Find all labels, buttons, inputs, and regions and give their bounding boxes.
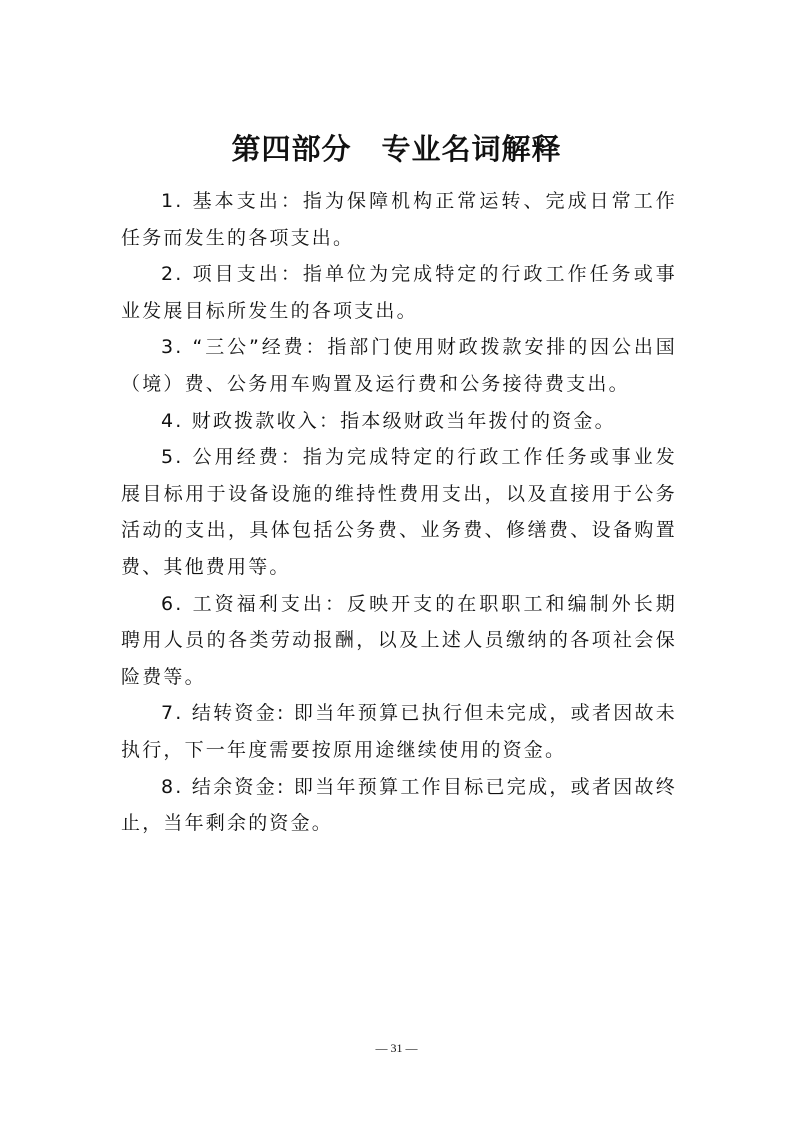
glossary-item-carryover-funds (121, 695, 677, 768)
glossary-definition: 指本级财政当年拨付的资金。 (340, 409, 616, 432)
glossary-list (121, 183, 677, 842)
glossary-item-fiscal-appropriation-income (121, 403, 677, 440)
glossary-item-three-public-expenses (121, 329, 677, 402)
glossary-item-surplus-funds (121, 769, 677, 842)
glossary-item-wage-welfare-expenditure (121, 586, 677, 696)
glossary-term: 7. 结转资金: (161, 702, 286, 725)
page-title: 第四部分 专业名词解释 (231, 132, 562, 166)
glossary-definition: 即当年预算已执行但未完成，或者因故未执行，下一年度需要按原用途继续使用的资金。 (121, 702, 678, 761)
glossary-term: 1. 基本支出： (161, 190, 303, 212)
glossary-term: 5. 公用经费： (161, 446, 303, 469)
glossary-item-public-funds (121, 439, 677, 585)
page-number: — 31 — (375, 1041, 418, 1055)
glossary-definition: 指部门使用财政拨款安排的因公出国（境）费、公务用车购置及运行费和公务接待费支出。 (121, 336, 678, 395)
glossary-item-project-expenditure (121, 256, 677, 329)
glossary-definition: 指单位为完成特定的行政工作任务或事业发展目标所发生的各项支出。 (121, 263, 677, 322)
glossary-term: 8. 结余资金: (161, 775, 286, 798)
glossary-definition: 即当年预算工作目标已完成，或者因故终止，当年剩余的资金。 (121, 775, 678, 835)
glossary-item-basic-expenditure (121, 183, 677, 256)
glossary-term: 3. “三公”经费： (161, 336, 328, 359)
glossary-term: 4. 财政拨款收入： (161, 409, 341, 432)
glossary-term: 6. 工资福利支出： (161, 592, 348, 615)
glossary-definition: 指为完成特定的行政工作任务或事业发展目标用于设备设施的维持性费用支出，以及直接用于公务活动的支出，具体包括公务费、业务费、修缮费、设备购置费、其他费用等。 (121, 446, 677, 578)
glossary-definition: 反映开支的在职职工和编制外长期聘用人员的各类劳动报酬，以及上述人员缴纳的各项社会保险费等。 (121, 592, 677, 688)
glossary-term: 2. 项目支出： (161, 263, 303, 286)
glossary-definition: 指为保障机构正常运转、完成日常工作任务而发生的各项支出。 (121, 190, 677, 249)
